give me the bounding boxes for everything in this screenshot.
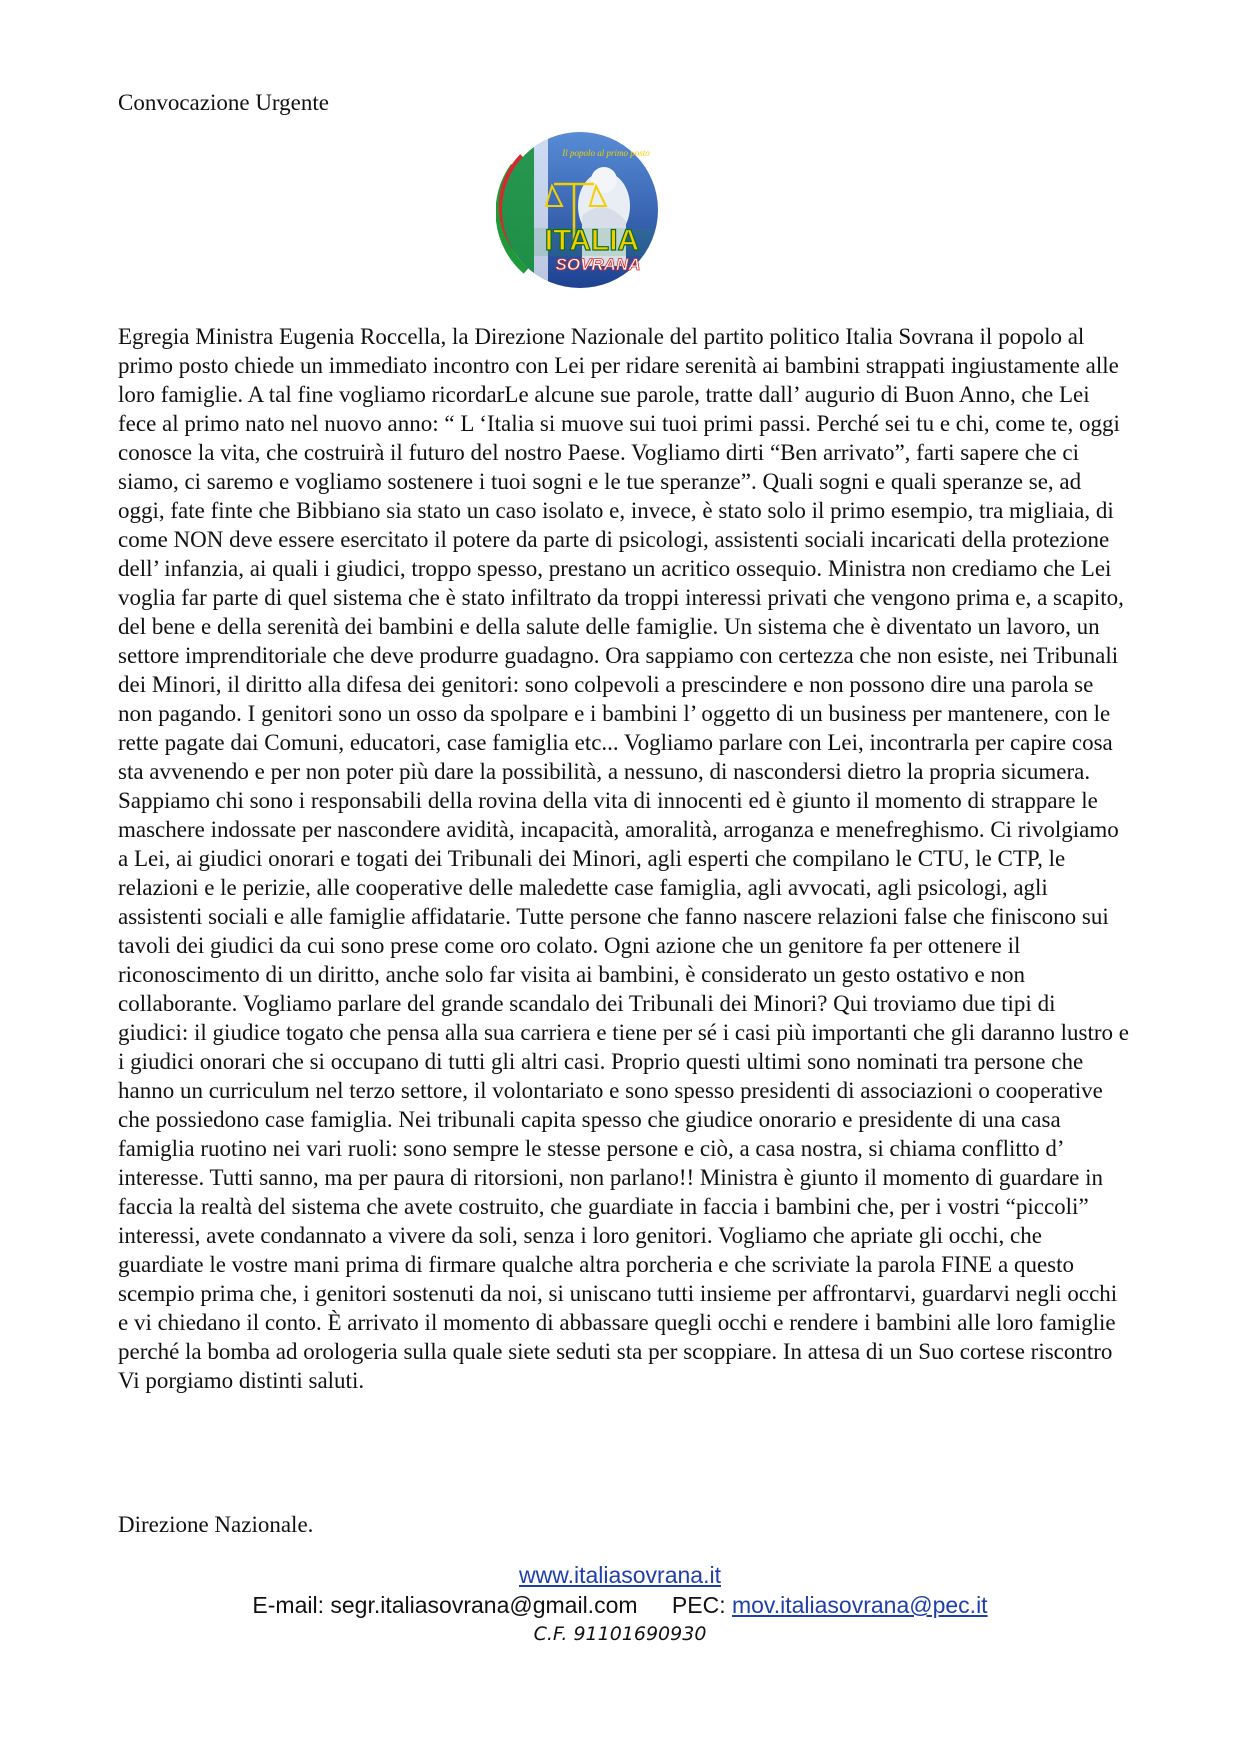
tax-code: C.F. 91101690930 — [533, 1623, 707, 1645]
logo-emblem-icon — [496, 126, 664, 294]
letter-signature: Direzione Nazionale. — [118, 1512, 314, 1537]
letter-heading: Convocazione Urgente — [118, 90, 329, 115]
email-text: E-mail: segr.italiasovrana@gmail.com — [252, 1592, 638, 1618]
footer-contacts-row — [0, 1590, 1240, 1620]
logo-name-bottom: SOVRANA — [555, 255, 641, 274]
pec-link[interactable]: mov.italiasovrana@pec.it — [731, 1592, 988, 1618]
italia-sovrana-logo — [496, 126, 664, 294]
footer-website-row — [0, 1560, 1240, 1590]
logo-name-top: ITALIA — [544, 224, 640, 257]
pec-label: PEC: — [671, 1592, 726, 1618]
letter-body: Egregia Ministra Eugenia Roccella, la Direzione Nazionale del partito politico Italia Sovrana il popolo al primo posto chiede un immediato incontro con Lei per ridare serenità ai bambini strappati ingiustamente alle loro famiglie. A tal fine vogliamo ricordarLe alcune sue parole, tratte dall’ augurio di Buon Anno, che Lei fece al primo nato nel nuovo anno: “ L ‘Italia si muove sui tuoi primi passi. Perché sei tu e chi, come te, oggi conosce la vita, che costruirà il futuro del nostro Paese. Vogliamo dirti “Ben arrivato”, farti sapere che ci siamo, ci saremo e vogliamo sostenere i tuoi sogni e le tue speranze”. Quali sogni e quali speranze se, ad oggi, fate finte che Bibbiano sia stato un caso isolato e, invece, è stato solo il primo esempio, tra migliaia, di come NON deve essere esercitato il potere da parte di psicologi, assistenti sociali incaricati della protezione dell’ infanzia, ai quali i giudici, troppo spesso, prestano un acritico ossequio. Ministra non crediamo che Lei voglia far parte di quel sistema che è stato infiltrato da troppi interessi privati che vengono prima e, a scapito, del bene e della serenità dei bambini e della salute delle famiglie. Un sistema che è diventato un lavoro, un settore imprenditoriale che deve produrre guadagno. Ora sappiamo con certezza che non esiste, nei Tribunali dei Minori, il diritto alla difesa dei genitori: sono colpevoli a prescindere e non possono dire una parola se non pagando. I genitori sono un osso da spolpare e i bambini l’ oggetto di un business per mantenere, con le rette pagate dai Comuni, educatori, case famiglia etc... Vogliamo parlare con Lei, incontrarla per capire cosa sta avvenendo e per non poter più dare la possibilità, a nessuno, di nascondersi dietro la propria sicumera. Sappiamo chi sono i responsabili della rovina della vita di innocenti ed è giunto il momento di strappare le maschere indossate per nascondere avidità, incapacità, amoralità, arroganza e menefreghismo. Ci rivolgiamo a Lei, ai giudici onorari e togati dei Tribunali dei Minori, agli esperti che compilano le CTU, le CTP, le relazioni e le perizie, alle cooperative delle maledette case famiglia, agli avvocati, agli psicologi, agli assistenti sociali e alle famiglie affidatarie. Tutte persone che fanno nascere relazioni false che finiscono sui tavoli dei giudici da cui sono prese come oro colato. Ogni azione che un genitore fa per ottenere il riconoscimento di un diritto, anche solo far visita ai bambini, è considerato un gesto ostativo e non collaborante. Vogliamo parlare del grande scandalo dei Tribunali dei Minori? Qui troviamo due tipi di giudici: il giudice togato che pensa alla sua carriera e tiene per sé i casi più importanti che gli daranno lustro e i giudici onorari che si occupano di tutti gli altri casi. Proprio questi ultimi sono nominati tra persone che hanno un curriculum nel terzo settore, il volontariato e sono spesso presidenti di associazioni o cooperative che possiedono case famiglia. Nei tribunali capita spesso che giudice onorario e presidente di una casa famiglia ruotino nei vari ruoli: sono sempre le stesse persone e ciò, a casa nostra, si chiama conflitto d’ interesse. Tutti sanno, ma per paura di ritorsioni, non parlano!! Ministra è giunto il momento di guardare in faccia la realtà del sistema che avete costruito, che guardiate in faccia i bambini che, per i vostri “piccoli” interessi, avete condannato a vivere da soli, senza i loro genitori. Vogliamo che apriate gli occhi, che guardiate le vostre mani prima di firmare qualche altra porcheria e che scriviate la parola FINE a questo scempio prima che, i genitori sostenuti da noi, si uniscano tutti insieme per affrontarvi, guardarvi negli occhi e vi chiedano il conto. È arrivato il momento di abbassare quegli occhi e rendere i bambini alle loro famiglie perché la bomba ad orologeria sulla quale siete seduti sta per scoppiare. In attesa di un Suo cortese riscontro Vi porgiamo distinti saluti. — [118, 324, 1129, 1393]
website-link[interactable]: www.italiasovrana.it — [519, 1562, 721, 1588]
logo-tagline: Il popolo al primo posto — [562, 148, 650, 158]
letter-footer — [0, 1560, 1240, 1648]
